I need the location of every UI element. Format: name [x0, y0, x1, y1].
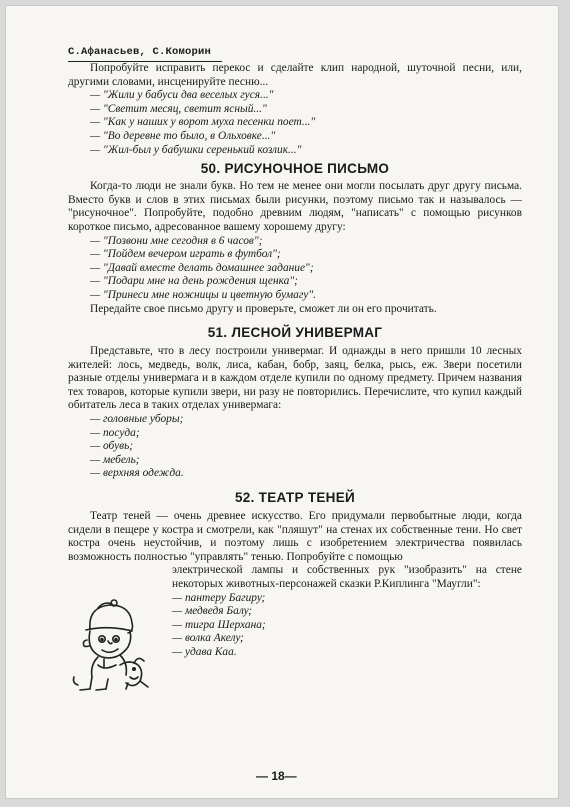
list-item: — волка Акелу; [172, 632, 244, 645]
list-item: — головные уборы; [90, 413, 184, 426]
wrapped-text [172, 564, 522, 659]
book-page [6, 6, 558, 798]
running-header: С.Афанасьев, С.Коморин [68, 46, 212, 58]
section-title-51: 51. ЛЕСНОЙ УНИВЕРМАГ [207, 325, 383, 341]
page-body [68, 62, 522, 684]
section-52-body: Театр теней — очень древнее искусство. Его придумали первобытные люди, когда сидели в пещере у костра и смотрели, как "пляшут" на стенах их собственные тени. Но свет костра очень неустойчив, и поэтому лишь с изобретением электричества появилась возможность полностью "управлять" тенью. Попробуйте с помощью [68, 510, 522, 563]
intro-paragraph: Попробуйте исправить перекос и сделайте клип народной, шуточной песни, или, другими словами, инсценируйте песню... [68, 62, 522, 88]
child-cartoon-illustration [68, 599, 163, 691]
list-item: — удава Каа. [172, 645, 237, 658]
section-title-50: 50. РИСУНОЧНОЕ ПИСЬМО [200, 161, 390, 177]
character-list [150, 592, 522, 660]
song-list [68, 89, 522, 157]
list-item: — верхняя одежда. [90, 467, 184, 480]
list-item: — мебель; [90, 453, 140, 466]
department-list [68, 413, 522, 481]
illustrated-block [68, 564, 522, 684]
list-item: — тигра Шерхана; [172, 618, 266, 631]
list-item: — "Давай вместе делать домашнее задание"; [90, 261, 314, 274]
list-item: — "Позвони мне сегодня в 6 часов"; [90, 234, 263, 247]
list-item: — "Подари мне на день рождения щенка"; [90, 275, 298, 288]
list-item: — пантеру Багиру; [172, 591, 266, 604]
list-item: — медведя Балу; [172, 605, 253, 618]
list-item: — "Жили у бабуси два веселых гуся..." [90, 89, 274, 102]
list-item: — обувь; [90, 440, 134, 453]
list-item: — "Светит месяц, светит ясный..." [90, 102, 267, 115]
section-52-wrapped-body: электрической лампы и собственных рук "изобразить" на стене некоторых животных-персонажей сказки Р.Киплинга "Маугли": [172, 564, 522, 590]
list-item: — "Принеси мне ножницы и цветную бумагу". [90, 288, 316, 301]
list-item: — "Как у наших у ворот муха песенки поет..." [90, 116, 316, 129]
list-item: — "Пойдем вечером играть в футбол"; [90, 248, 281, 261]
list-item: — посуда; [90, 426, 140, 439]
section-50-closing: Передайте свое письмо другу и проверьте, сможет ли он его прочитать. [90, 302, 437, 315]
letter-list [68, 235, 522, 303]
list-item: — "Во деревне то было, в Ольховке..." [90, 129, 276, 142]
list-item: — "Жил-был у бабушки серенький козлик..." [90, 143, 302, 156]
page-number: — 18— [256, 769, 297, 783]
section-title-52: 52. ТЕАТР ТЕНЕЙ [234, 490, 356, 506]
section-51-body: Представьте, что в лесу построили универмаг. И однажды в него пришли 10 лесных жителей: лось, медведь, волк, лиса, кабан, бобр, заяц, белка, рысь, еж. Звери посетили разные отделы универмага и в каждом отделе купили по одному предмету. Причем названия тех товаров, которые купили звери, ни разу не повторились. Перечислите, что купил каждый обитатель леса в таких отделах универмага: [68, 345, 522, 412]
section-50-body: Когда-то люди не знали букв. Но тем не менее они могли посылать друг другу письма. Вместо букв и слов в этих письмах были рисунки, поэтому письмо так и называлось — "рисуночное". Попробуйте, подобно древним людям, "написать" с помощью рисунков короткое письмо, адресованное вашему хорошему другу: [68, 180, 522, 233]
